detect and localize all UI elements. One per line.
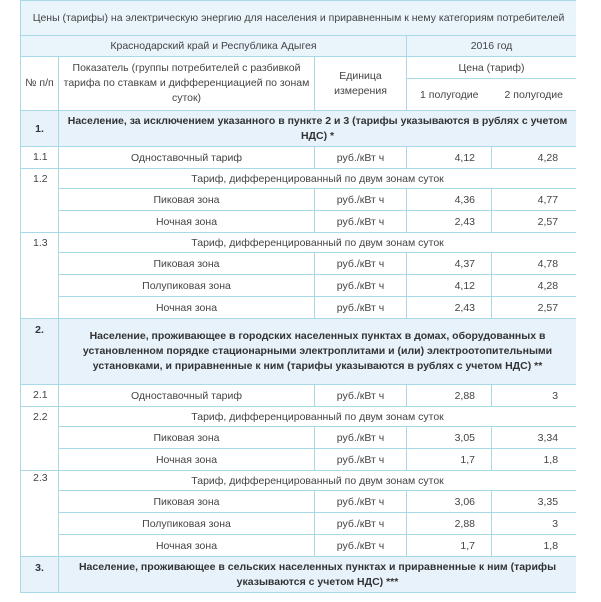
row-name: Ночная зона [59,297,315,319]
table-row [21,297,577,319]
row-price-half2: 3,35 [492,491,577,513]
table-row [21,211,577,233]
row-price-half1: 2,43 [407,211,492,233]
region-header: Краснодарский край и Республика Адыгея [21,36,407,57]
row-unit: руб./кВт ч [315,275,407,297]
year-header: 2016 год [407,36,577,57]
tariff-table [20,0,576,593]
table-row [21,189,577,211]
table-row [21,169,577,189]
section-number: 2. [21,319,59,385]
row-unit: руб./кВт ч [315,427,407,449]
row-price-half1: 4,12 [407,275,492,297]
col-half2-header: 2 полугодие [492,79,577,111]
row-unit: руб./кВт ч [315,385,407,407]
row-number: 2.3 [21,471,59,557]
row-name: Полупиковая зона [59,513,315,535]
row-price-half2: 4,78 [492,253,577,275]
table-title: Цены (тарифы) на электрическую энергию для населения и приравненным к нему категориям потребителей [21,1,577,36]
section-number: 3. [21,557,59,593]
tariff-table-container [20,0,576,602]
row-price-half2: 1,8 [492,449,577,471]
row-price-half1: 4,36 [407,189,492,211]
row-unit: руб./кВт ч [315,449,407,471]
row-price-half2: 4,28 [492,147,577,169]
row-price-half2: 3,34 [492,427,577,449]
row-name: Пиковая зона [59,491,315,513]
row-price-half1: 3,05 [407,427,492,449]
table-row [21,147,577,169]
section-heading: Население, проживающее в городских населенных пунктах в домах, оборудованных в установленном порядке стационарными электроплитами и (или) электроотопительными установками, и приравненные к ним (тарифы указываются в рублях с учетом НДС) ** [59,319,577,385]
table-row [21,275,577,297]
row-unit: руб./кВт ч [315,189,407,211]
table-row [21,449,577,471]
row-subheading: Тариф, дифференцированный по двум зонам суток [59,407,577,427]
row-number: 2.1 [21,385,59,407]
row-name: Полупиковая зона [59,275,315,297]
row-price-half1: 3,06 [407,491,492,513]
row-name: Пиковая зона [59,427,315,449]
col-half1-header: 1 полугодие [407,79,492,111]
row-price-half2: 1,8 [492,535,577,557]
row-unit: руб./кВт ч [315,253,407,275]
row-name: Ночная зона [59,449,315,471]
row-price-half1: 4,12 [407,147,492,169]
row-name: Одноставочный тариф [59,147,315,169]
table-row [21,535,577,557]
table-row [21,407,577,427]
section-number: 1. [21,111,59,147]
row-price-half2: 4,77 [492,189,577,211]
table-row [21,491,577,513]
table-row [21,253,577,275]
row-number: 2.2 [21,407,59,471]
row-subheading: Тариф, дифференцированный по двум зонам суток [59,169,577,189]
table-row [21,385,577,407]
col-unit-header: Единица измерения [315,57,407,111]
row-name: Ночная зона [59,535,315,557]
col-number-header: № п/п [21,57,59,111]
row-number: 1.3 [21,233,59,319]
row-unit: руб./кВт ч [315,513,407,535]
col-price-header: Цена (тариф) [407,57,577,79]
table-row [21,427,577,449]
row-price-half1: 2,88 [407,513,492,535]
row-unit: руб./кВт ч [315,147,407,169]
row-price-half2: 2,57 [492,297,577,319]
row-unit: руб./кВт ч [315,491,407,513]
row-price-half1: 2,88 [407,385,492,407]
row-price-half1: 4,37 [407,253,492,275]
row-price-half1: 1,7 [407,449,492,471]
row-name: Одноставочный тариф [59,385,315,407]
row-subheading: Тариф, дифференцированный по двум зонам суток [59,233,577,253]
row-name: Ночная зона [59,211,315,233]
section-heading: Население, за исключением указанного в пункте 2 и 3 (тарифы указываются в рублях с учетом НДС) * [59,111,577,147]
row-price-half2: 2,57 [492,211,577,233]
table-row [21,233,577,253]
table-row [21,513,577,535]
row-unit: руб./кВт ч [315,535,407,557]
table-row [21,471,577,491]
row-number: 1.2 [21,169,59,233]
row-price-half2: 4,28 [492,275,577,297]
row-unit: руб./кВт ч [315,297,407,319]
row-price-half2: 3 [492,385,577,407]
row-price-half1: 1,7 [407,535,492,557]
row-price-half1: 2,43 [407,297,492,319]
row-unit: руб./кВт ч [315,211,407,233]
row-name: Пиковая зона [59,253,315,275]
row-name: Пиковая зона [59,189,315,211]
col-indicator-header: Показатель (группы потребителей с разбивкой тарифа по ставкам и дифференциацией по зонам суток) [59,57,315,111]
row-price-half2: 3 [492,513,577,535]
section-heading: Население, проживающее в сельских населенных пунктах и приравненные к ним (тарифы указываются с учетом НДС) *** [59,557,577,593]
row-subheading: Тариф, дифференцированный по двум зонам суток [59,471,577,491]
row-number: 1.1 [21,147,59,169]
